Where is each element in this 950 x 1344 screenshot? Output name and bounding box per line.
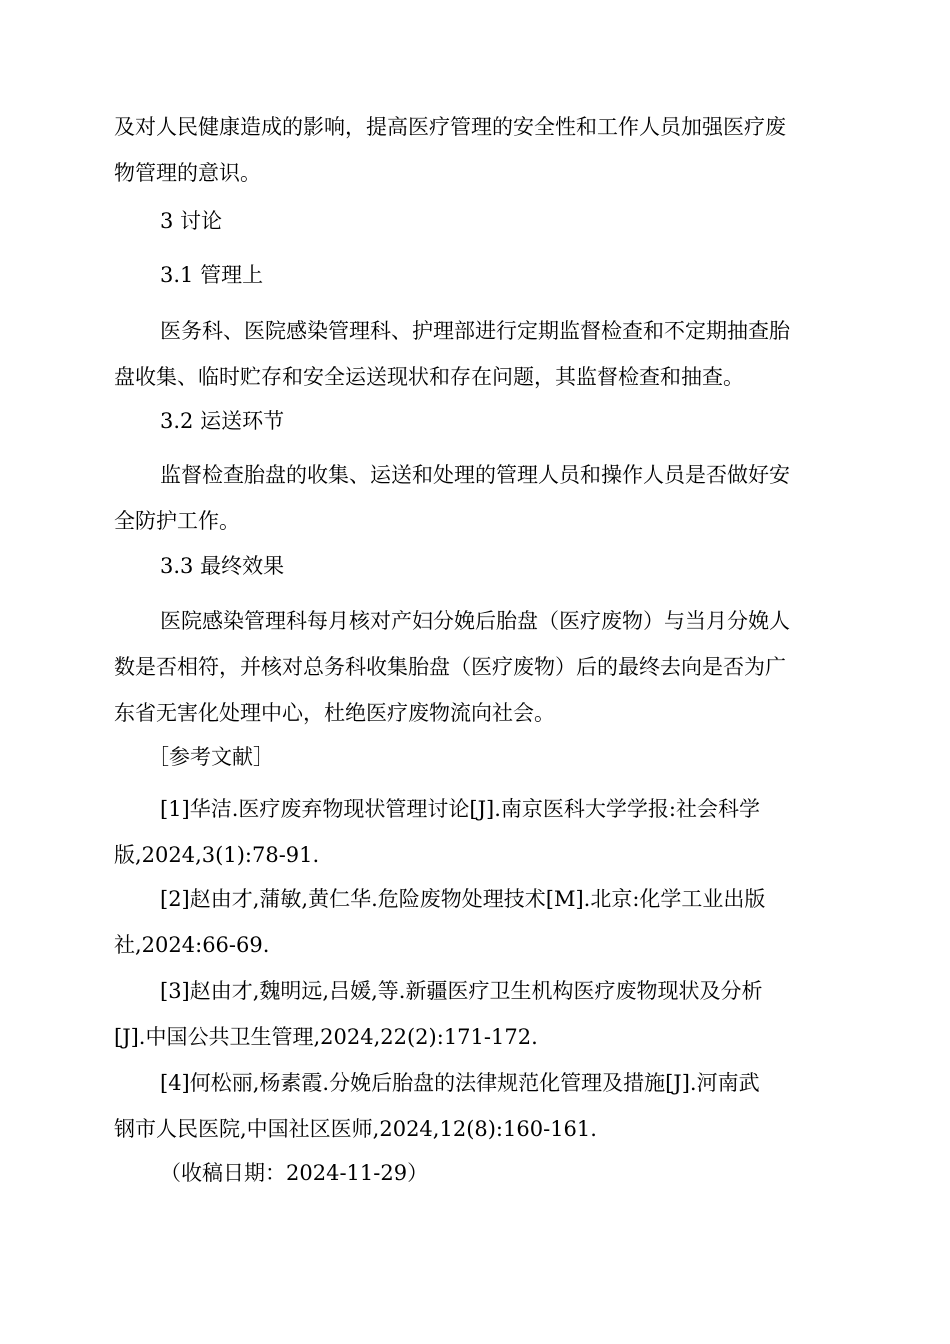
references-heading <box>148 734 872 780</box>
reference-line: 钢市人民医院,中国社区医师,2024,12(8):160-161. <box>114 1117 597 1141</box>
section-3-heading <box>114 198 884 244</box>
reference-line: [1]华洁.医疗废弃物现状管理讨论[J].南京医科大学学报:社会科学 <box>160 797 760 821</box>
reference-item <box>114 786 838 878</box>
reference-item <box>114 876 838 968</box>
heading-text: ［参考文献］ <box>148 745 274 769</box>
section-3-3-heading <box>114 543 884 589</box>
text-line: 东省无害化处理中心，杜绝医疗废物流向社会。 <box>114 701 555 725</box>
text-line: 医院感染管理科每月核对产妇分娩后胎盘（医疗废物）与当月分娩人 <box>160 609 790 633</box>
text-line: 全防护工作。 <box>114 509 240 533</box>
text-line: 监督检查胎盘的收集、运送和处理的管理人员和操作人员是否做好安 <box>160 463 790 487</box>
text-line: 盘收集、临时贮存和安全运送现状和存在问题，其监督检查和抽查。 <box>114 365 744 389</box>
received-date-text: （收稿日期：2024-11-29） <box>160 1161 429 1185</box>
reference-item <box>114 968 838 1060</box>
section-3-1-heading <box>114 252 884 298</box>
text-line: 及对人民健康造成的影响，提高医疗管理的安全性和工作人员加强医疗废 <box>114 115 786 139</box>
received-date <box>160 1150 884 1196</box>
text-line: 数是否相符，并核对总务科收集胎盘（医疗废物）后的最终去向是否为广 <box>114 655 786 679</box>
intro-paragraph <box>114 104 838 196</box>
reference-line: [2]赵由才,蒲敏,黄仁华.危险废物处理技术[M].北京:化学工业出版 <box>160 887 766 911</box>
heading-text: 3.3 最终效果 <box>160 554 285 578</box>
reference-line: 版,2024,3(1):78-91. <box>114 843 320 867</box>
reference-item <box>114 1060 838 1152</box>
reference-line: 社,2024:66-69. <box>114 933 270 957</box>
text-line: 物管理的意识。 <box>114 161 261 185</box>
reference-line: [4]何松丽,杨素霞.分娩后胎盘的法律规范化管理及措施[J].河南武 <box>160 1071 760 1095</box>
heading-text: 3 讨论 <box>160 209 223 233</box>
reference-line: [J].中国公共卫生管理,2024,22(2):171-172. <box>114 1025 538 1049</box>
text-line: 医务科、医院感染管理科、护理部进行定期监督检查和不定期抽查胎 <box>160 319 790 343</box>
section-3-1-paragraph <box>114 308 838 400</box>
section-3-2-heading <box>114 398 884 444</box>
section-3-2-paragraph <box>114 452 838 544</box>
heading-text: 3.1 管理上 <box>160 263 264 287</box>
heading-text: 3.2 运送环节 <box>160 409 285 433</box>
section-3-3-paragraph <box>114 598 838 736</box>
reference-line: [3]赵由才,魏明远,吕媛,等.新疆医疗卫生机构医疗废物现状及分析 <box>160 979 763 1003</box>
